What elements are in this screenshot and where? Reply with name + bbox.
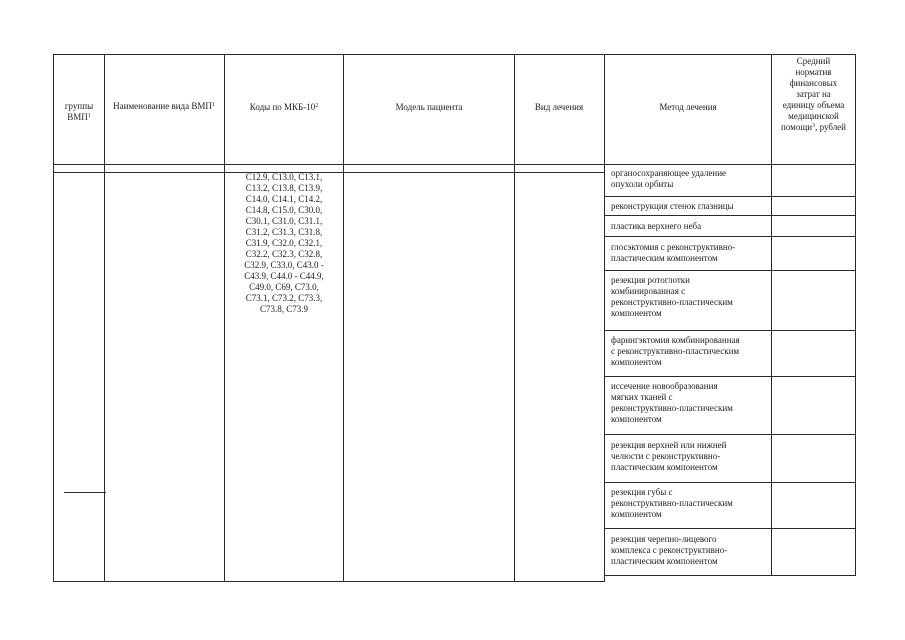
method-row-line [604, 215, 855, 216]
col-border-2 [224, 54, 225, 582]
header-type-name: Наименование вида ВМП$^1$ [113, 101, 215, 111]
header-bottom-border [53, 164, 855, 165]
method-row-line [604, 330, 855, 331]
col-border-4 [514, 54, 515, 582]
method-cell: резекция верхней или нижней челюсти с реконструктивно- пластическим компонентом [611, 440, 727, 472]
method-row-line [604, 434, 855, 435]
icd-codes-line: C43.9, C44.0 - C44.9, [244, 271, 324, 281]
method-cell: резекция ротоглотки комбинированная с реконструктивно-пластическим компонентом [611, 275, 733, 318]
icd-codes-line: C14.8, C15.0, C30.0, [245, 205, 323, 215]
header-treatment-method: Метод лечения [659, 102, 717, 112]
col-border-right [855, 54, 856, 576]
header-group: группы ВМП$^1$ [64, 101, 94, 122]
group-cell-divider [64, 492, 106, 493]
method-row-line [604, 270, 855, 271]
col-border-1 [104, 54, 105, 582]
col-border-3 [343, 54, 344, 582]
method-cell: резекция губы с реконструктивно-пластическим компонентом [611, 487, 733, 519]
icd-codes-line: C30.1, C31.0, C31.1, [245, 216, 323, 226]
method-cell: реконструкция стенок глазницы [611, 201, 734, 211]
icd-codes-line: C12.9, C13.0, C13.1, [245, 172, 323, 182]
method-cell: иссечение новообразования мягких тканей с реконструктивно-пластическим компонентом [611, 381, 733, 424]
method-row-line [604, 376, 855, 377]
table-bottom-border [53, 581, 604, 582]
method-cell: органосохраняющее удаление опухоли орбиты [611, 168, 727, 189]
icd-codes-line: C32.2, C32.3, C32.8, [245, 249, 323, 259]
icd-codes-line: C31.2, C31.3, C31.8, [245, 227, 323, 237]
col-border-5 [604, 54, 605, 582]
icd-codes-line: C13.2, C13.8, C13.9, [245, 183, 323, 193]
icd-codes-line: C14.0, C14.1, C14.2, [245, 194, 323, 204]
method-row-line [604, 482, 855, 483]
icd-codes-line: C32.9, C33.0, C43.0 - [244, 260, 324, 270]
method-cell: резекция черепно-лицевого комплекса с реконструктивно- пластическим компонентом [611, 534, 728, 566]
icd-codes-line: C73.8, C73.9 [259, 304, 308, 314]
header-patient-model: Модель пациента [395, 102, 463, 112]
header-icd-codes: Коды по МКБ-$10^2$ [249, 102, 319, 112]
col-border-left [53, 54, 54, 582]
method-cell: глосэктомия с реконструктивно- пластическим компонентом [611, 242, 736, 263]
table-top-border [53, 54, 855, 55]
icd-codes-line: C73.1, C73.2, C73.3, [245, 293, 323, 303]
header-treatment-type: Вид лечения [534, 102, 584, 112]
method-cell: пластика верхнего неба [611, 221, 702, 231]
method-row-line [604, 236, 855, 237]
icd-codes-line: C49.0, C69, C73.0, [249, 282, 319, 292]
col-border-6 [771, 54, 772, 576]
header-avg-cost: Средний норматив финансовых затрат на единицу объема медицинской помощи$^3$, рублей [780, 56, 846, 132]
method-row-line [604, 575, 855, 576]
method-row-line [604, 196, 855, 197]
method-cell: фарингэктомия комбинированная с реконструктивно-пластическим компонентом [611, 335, 740, 367]
method-row-line [604, 528, 855, 529]
icd-codes-cell [226, 172, 342, 315]
icd-codes-line: C31.9, C32.0, C32.1, [245, 238, 323, 248]
